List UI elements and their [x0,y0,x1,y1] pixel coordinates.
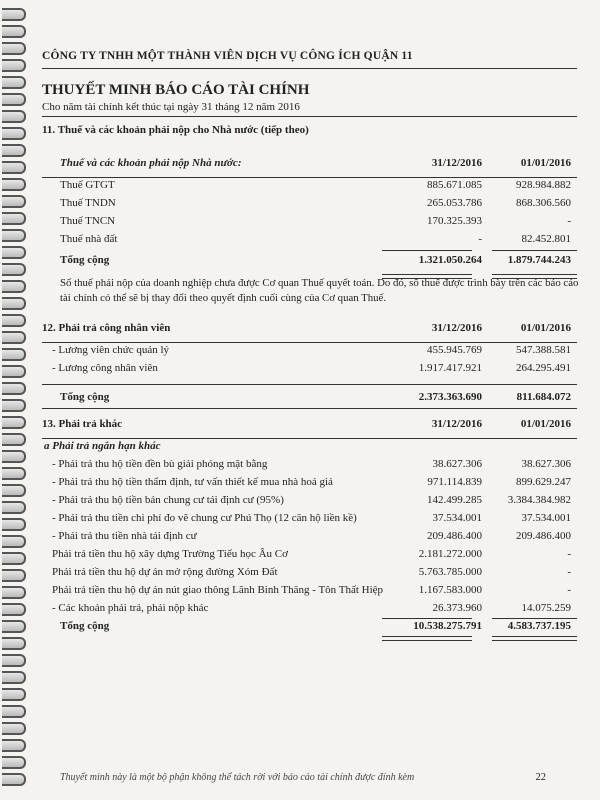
binding-coil [2,756,26,769]
binding-coil [2,348,26,361]
binding-coil [2,110,26,123]
binding-coil [2,501,26,514]
binding-coil [2,161,26,174]
column-header-2016-end: 31/12/2016 [431,157,482,169]
table-row [42,231,577,249]
document-title: THUYẾT MINH BÁO CÁO TÀI CHÍNH [42,82,310,98]
row-label: - Các khoản phải trả, phải nộp khác [52,602,209,614]
row-value-2016-start: 868.306.560 [516,197,571,209]
row-label: Thuế TNDN [60,197,116,209]
row-label: Thuế TNCN [60,215,116,227]
row-value-2016-end: 26.373.960 [432,602,482,614]
row-label: Thuế nhà đất [60,233,118,245]
company-name: CÔNG TY TNHH MỘT THÀNH VIÊN DỊCH VỤ CÔNG ÍCH QUẬN 11 [42,50,413,62]
tax-note: Số thuế phải nộp của doanh nghiệp chưa được Cơ quan Thuế quyết toán. Do đó, số thuế được trình bày trên các báo cáo tài chính có thể sẽ bị thay đổi theo quyết định cuối cùng của Cơ quan Thuế. [60,277,579,304]
table-row [42,564,577,582]
row-value-2016-start: - [567,584,571,596]
binding-coil [2,178,26,191]
binding-coil [2,552,26,565]
row-value-2016-start: - [567,566,571,578]
table-header [42,155,577,177]
table-row [42,492,577,510]
total-bottom-rule [42,408,577,409]
binding-coil [2,212,26,225]
binding-coil [2,416,26,429]
total-value-2016-end: 10.538.275.791 [413,620,482,632]
binding-coil [2,535,26,548]
row-label: - Phải trả thu hộ tiền đền bù giải phóng mặt bằng [52,458,268,470]
row-value-2016-start: - [567,215,571,227]
total-value-2016-start: 811.684.072 [516,391,571,403]
binding-coil [2,399,26,412]
binding-coil [2,433,26,446]
total-row [42,386,577,408]
header-divider [42,68,577,69]
binding-coil [2,144,26,157]
binding-coil [2,688,26,701]
row-label: - Phải trả thu hộ tiền thẩm định, tư vấn thiết kế mua nhà hoá giá [52,476,333,488]
binding-coil [2,671,26,684]
row-value-2016-end: 170.325.393 [427,215,482,227]
row-label: - Lương công nhân viên [52,362,158,374]
row-value-2016-start: 264.295.491 [516,362,571,374]
row-value-2016-start: 3.384.384.982 [507,494,571,506]
row-value-2016-start: 928.984.882 [516,179,571,191]
row-value-2016-end: 971.114.839 [427,476,482,488]
row-label: Phải trả tiền thu hộ xây dựng Trường Tiểu học Âu Cơ [52,548,288,560]
binding-coil [2,467,26,480]
total-value-2016-start: 4.583.737.195 [507,620,571,632]
row-value-2016-start: 209.486.400 [516,530,571,542]
total-double-underline [382,636,472,641]
row-value-2016-end: 209.486.400 [427,530,482,542]
table-row [42,474,577,492]
table-label: Thuế và các khoản phải nộp Nhà nước: [60,157,242,169]
column-header-2016-start: 01/01/2016 [520,418,571,430]
row-value-2016-end: 1.917.417.921 [418,362,482,374]
binding-coil [2,569,26,582]
page-number: 22 [535,772,546,783]
footer-note: Thuyết minh này là một bộ phận không thể tách rời với báo cáo tài chính được đính kèm [60,772,415,783]
total-top-rule [42,384,577,385]
total-row [42,618,577,638]
binding-coil [2,705,26,718]
binding-coil [2,246,26,259]
section-11-table [42,155,577,271]
total-label: Tổng cộng [60,254,110,266]
binding-coil [2,93,26,106]
row-value-2016-end: - [478,233,482,245]
binding-coil [2,59,26,72]
row-label: - Phải trả thu tiền chi phí đo vẽ chung cư Phú Thọ (12 căn hộ liền kề) [52,512,357,524]
row-value-2016-end: 265.053.786 [427,197,482,209]
binding-coil [2,586,26,599]
table-header [42,320,577,342]
spiral-binding [0,0,32,800]
total-value-2016-end: 1.321.050.264 [418,254,482,266]
binding-coil [2,484,26,497]
binding-coil [2,450,26,463]
binding-coil [2,331,26,344]
section-12-table [42,320,577,408]
total-label: Tổng cộng [60,391,110,403]
section-11-heading: 11. Thuế và các khoản phải nộp cho Nhà nước (tiếp theo) [42,124,309,136]
row-value-2016-end: 38.627.306 [432,458,482,470]
binding-coil [2,518,26,531]
row-value-2016-end: 455.945.769 [427,344,482,356]
row-value-2016-start: 14.075.259 [521,602,571,614]
section-12-heading: 12. Phải trả công nhân viên [42,322,171,334]
binding-coil [2,654,26,667]
row-value-2016-start: 38.627.306 [521,458,571,470]
row-label: Phải trả tiền thu hộ dự án mở rộng đường Xóm Đất [52,566,278,578]
row-value-2016-start: - [567,548,571,560]
binding-coil [2,25,26,38]
binding-coil [2,773,26,786]
row-label: - Phải trả thu tiền nhà tái định cư [52,530,197,542]
section-13-heading: 13. Phải trả khác [42,418,123,430]
binding-coil [2,739,26,752]
binding-coil [2,42,26,55]
table-row [42,195,577,213]
subsection-heading: a Phải trả ngắn hạn khác [44,440,161,452]
column-header-2016-end: 31/12/2016 [431,418,482,430]
binding-coil [2,722,26,735]
row-value-2016-end: 885.671.085 [427,179,482,191]
binding-coil [2,263,26,276]
row-value-2016-start: 82.452.801 [521,233,571,245]
row-value-2016-end: 142.499.285 [427,494,482,506]
binding-coil [2,195,26,208]
document-subtitle: Cho năm tài chính kết thúc tại ngày 31 tháng 12 năm 2016 [42,101,300,113]
table-row [42,456,577,474]
row-label: Phải trả tiền thu hộ dự án nút giao thông Lãnh Binh Thăng - Tôn Thất Hiệp [52,584,384,596]
row-value-2016-end: 37.534.001 [432,512,482,524]
binding-coil [2,76,26,89]
binding-coil [2,382,26,395]
table-row [42,546,577,564]
row-value-2016-start: 37.534.001 [521,512,571,524]
column-header-2016-end: 31/12/2016 [431,322,482,334]
subtitle-divider [42,116,577,117]
row-value-2016-end: 5.763.785.000 [418,566,482,578]
table-row [42,213,577,231]
binding-coil [2,365,26,378]
row-value-2016-end: 2.181.272.000 [418,548,482,560]
table-row [42,528,577,546]
binding-coil [2,297,26,310]
column-header-2016-start: 01/01/2016 [520,157,571,169]
table-row [42,360,577,378]
row-value-2016-end: 1.167.583.000 [418,584,482,596]
binding-coil [2,603,26,616]
subsection-row [42,438,577,456]
table-row [42,510,577,528]
row-label: - Lương viên chức quản lý [52,344,170,356]
binding-coil [2,8,26,21]
table-row [42,177,577,195]
column-header-2016-start: 01/01/2016 [520,322,571,334]
binding-coil [2,637,26,650]
binding-coil [2,127,26,140]
total-value-2016-start: 1.879.744.243 [507,254,571,266]
table-row [42,582,577,600]
total-double-underline [492,636,577,641]
row-label: - Phải trả thu hộ tiền bán chung cư tái định cư (95%) [52,494,284,506]
table-row [42,342,577,360]
total-label: Tổng cộng [60,620,110,632]
section-13-table [42,416,577,638]
table-header [42,416,577,438]
table-row [42,600,577,618]
total-value-2016-end: 2.373.363.690 [418,391,482,403]
binding-coil [2,280,26,293]
row-label: Thuế GTGT [60,179,115,191]
binding-coil [2,620,26,633]
total-row [42,249,577,271]
row-value-2016-start: 547.388.581 [516,344,571,356]
binding-coil [2,229,26,242]
binding-coil [2,314,26,327]
row-value-2016-start: 899.629.247 [516,476,571,488]
